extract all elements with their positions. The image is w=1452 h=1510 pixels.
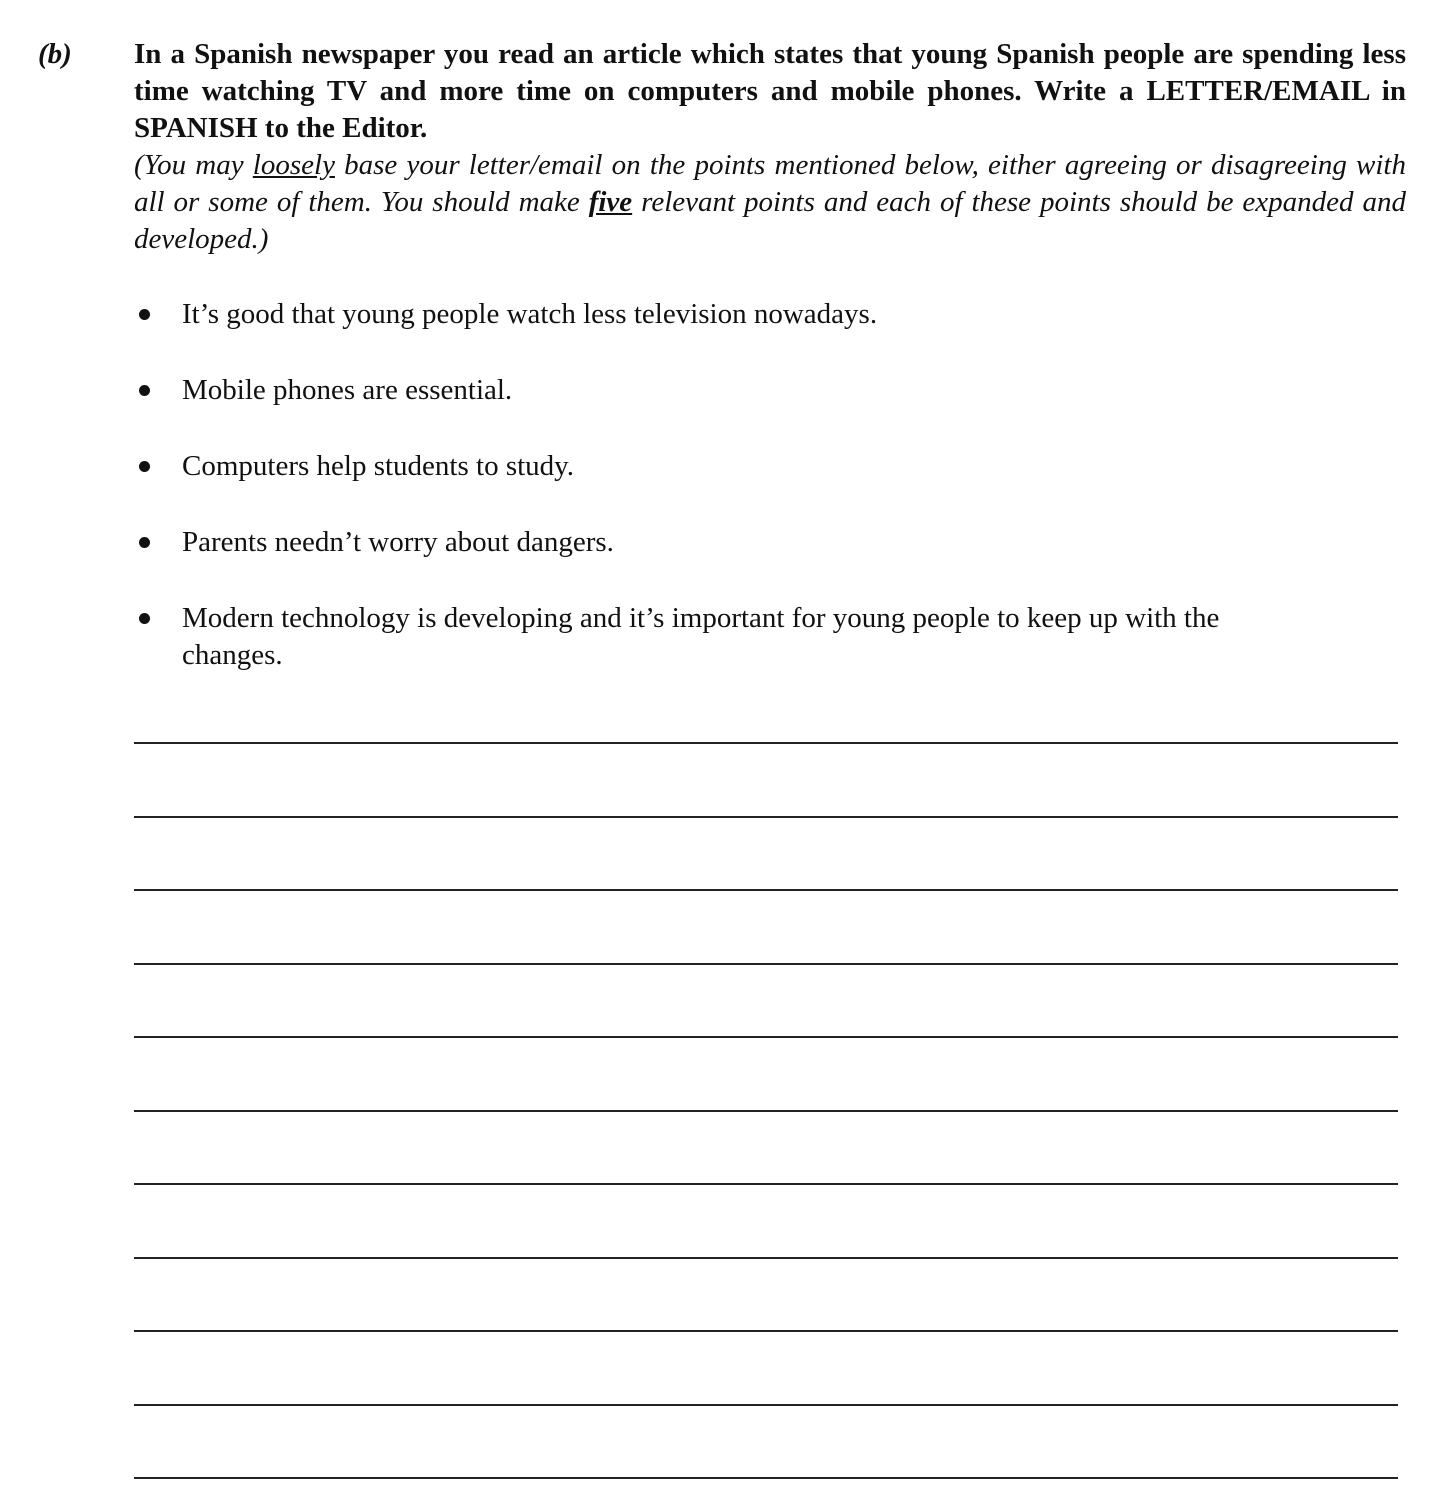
answer-line[interactable] [134,1257,1398,1259]
answer-line[interactable] [134,1404,1398,1406]
answer-line[interactable] [134,742,1398,744]
question-label: (b) [38,38,72,70]
instruction-text: In a Spanish newspaper you read an article which states that young Spanish people are spending less time watching TV and more time on computers and mobile phones. Write a LETTER/EMAIL in SPANISH to the Editor. [134,38,1406,144]
guidance-loosely: loosely [252,149,335,181]
point-text: It’s good that young people watch less television nowadays. [182,298,878,330]
bullet-icon [139,309,150,320]
answer-line[interactable] [134,1110,1398,1112]
guidance-part2: base your letter/email on the points mentioned below, either agreeing or disagreeing with all or some of them. You should make [134,149,1406,218]
question-prompt [134,36,1406,258]
point-text: Computers help students to study. [182,450,575,482]
answer-line[interactable] [134,889,1398,891]
guidance-five: five [588,186,633,218]
answer-line[interactable] [134,1183,1398,1185]
points-list [134,296,1234,713]
point-item [134,524,1234,561]
answer-line[interactable] [134,816,1398,818]
point-item [134,372,1234,409]
point-text: Mobile phones are essential. [182,374,513,406]
bullet-icon [139,537,150,548]
point-text: Parents needn’t worry about dangers. [182,526,614,558]
answer-line[interactable] [134,963,1398,965]
guidance-text [134,147,1406,258]
bullet-icon [139,613,150,624]
answer-line[interactable] [134,1330,1398,1332]
guidance-part3: relevant points and each of these points should be expanded and developed.) [134,186,1406,255]
bullet-icon [139,461,150,472]
point-item [134,296,1234,333]
point-text: Modern technology is developing and it’s important for young people to keep up with the changes. [182,602,1220,671]
point-item [134,448,1234,485]
answer-line[interactable] [134,1036,1398,1038]
bullet-icon [139,385,150,396]
guidance-part1: (You may [134,149,253,181]
answer-line[interactable] [134,1477,1398,1479]
point-item [134,600,1234,674]
